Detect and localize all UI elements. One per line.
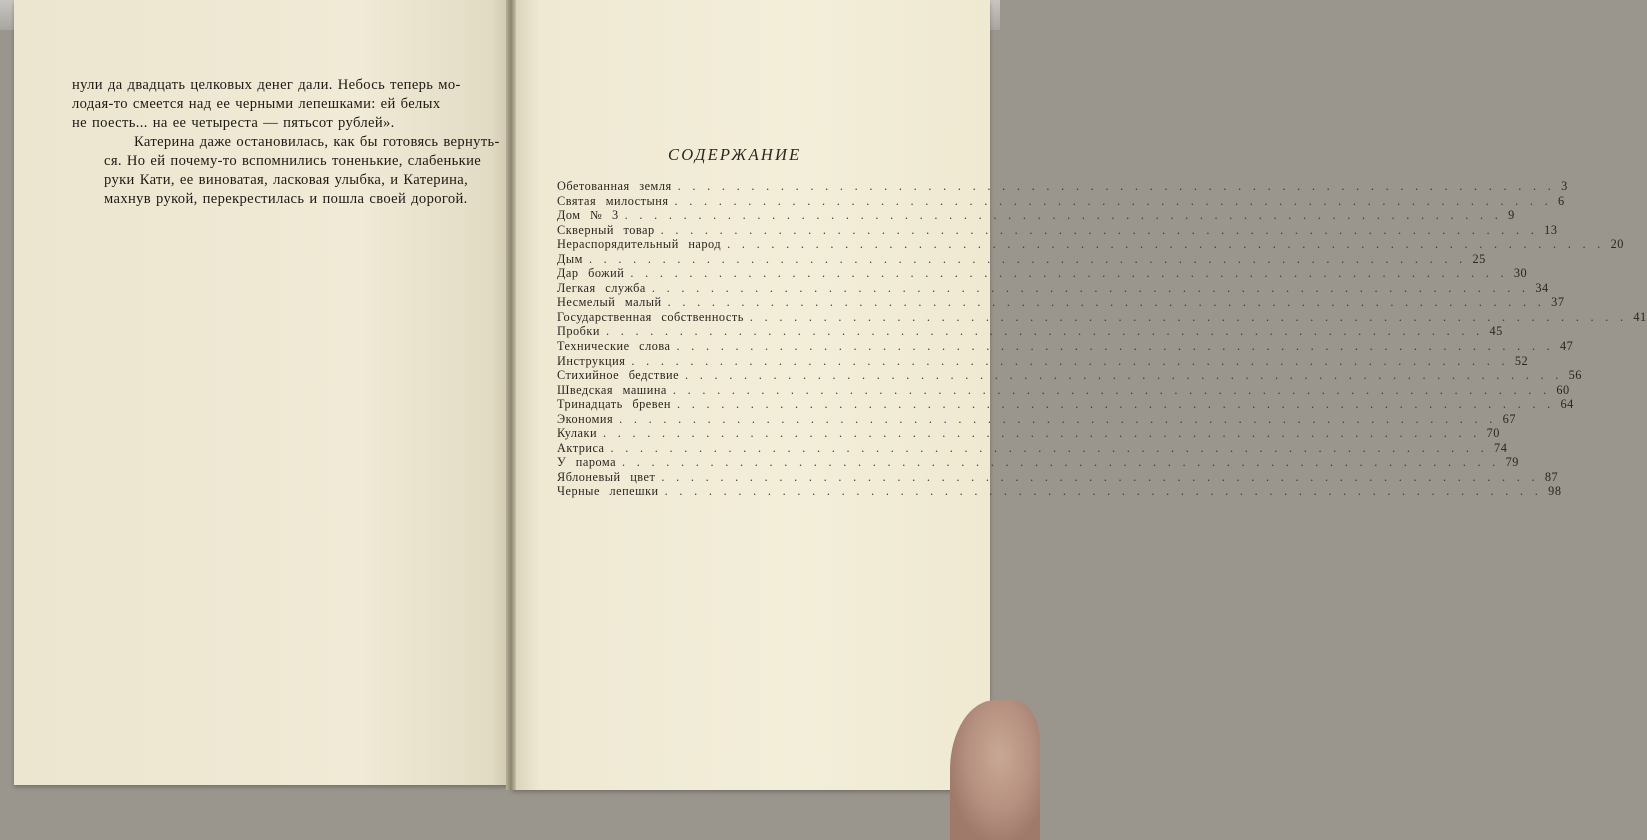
text-line: нули да двадцать целковых денег дали. Небось теперь мо- [72, 77, 461, 93]
toc-leader-dots: . . . . . . . . . . . . . . . . . . . . . . . . . . . . . . . . . . . . . . . . . . . . . . . . . . . . . . . . . . . . [619, 411, 1497, 426]
toc-entry-page: 87 [1544, 469, 1559, 484]
toc-entry-page: 25 [1472, 251, 1486, 266]
toc-entry-page: 56 [1568, 368, 1582, 383]
toc-entry-page: 74 [1494, 440, 1508, 455]
toc-entry-title: Яблоневый цвет [557, 469, 656, 484]
toc-leader-dots: . . . . . . . . . . . . . . . . . . . . . . . . . . . . . . . . . . . . . . . . . . . . . . . . . . . . . . . . . . . . [588, 251, 1467, 266]
toc-entry-page: 67 [1502, 411, 1516, 426]
toc-entry [557, 455, 1519, 470]
toc-entry [557, 484, 1562, 499]
toc-entry-title: Государственная собственность [557, 309, 744, 324]
toc-entry [557, 397, 1574, 412]
toc-leader-dots: . . . . . . . . . . . . . . . . . . . . . . . . . . . . . . . . . . . . . . . . . . . . . . . . . . . . . . . . . . . . [676, 339, 1555, 354]
toc-entry-page: 20 [1610, 237, 1624, 252]
paragraph-1 [72, 76, 492, 133]
toc-entry-page: 98 [1548, 484, 1562, 499]
table-of-contents [557, 179, 1647, 499]
toc-entry [557, 469, 1559, 485]
toc-entry-title: Инструкция [557, 353, 626, 368]
toc-entry [557, 324, 1503, 339]
toc-entry-title: Легкая служба [557, 280, 646, 295]
toc-entry-page: 60 [1556, 382, 1570, 397]
toc-entry-page: 70 [1486, 426, 1500, 441]
text-line: не поесть... на ее четыреста — пятьсот рублей». [72, 115, 395, 131]
toc-entry [557, 193, 1565, 209]
toc-heading: СОДЕРЖАНИЕ [668, 145, 802, 164]
thumb [950, 700, 1040, 840]
toc-entry-page: 3 [1561, 179, 1568, 193]
toc-leader-dots: . . . . . . . . . . . . . . . . . . . . . . . . . . . . . . . . . . . . . . . . . . . . . . . . . . . . . . . . . . . . [677, 179, 1556, 193]
toc-entry-title: Пробки [557, 324, 600, 339]
toc-leader-dots: . . . . . . . . . . . . . . . . . . . . . . . . . . . . . . . . . . . . . . . . . . . . . . . . . . . . . . . . . . . . [664, 484, 1543, 499]
book-spine [506, 0, 516, 790]
toc-leader-dots: . . . . . . . . . . . . . . . . . . . . . . . . . . . . . . . . . . . . . . . . . . . . . . . . . . . . . . . . . . . . [667, 295, 1546, 310]
toc-leader-dots: . . . . . . . . . . . . . . . . . . . . . . . . . . . . . . . . . . . . . . . . . . . . . . . . . . . . . . . . . . . . [727, 237, 1605, 252]
toc-entry-page: 64 [1560, 397, 1574, 412]
toc-entry-title: Святая милостыня [557, 193, 669, 208]
toc-entry-page: 79 [1505, 455, 1519, 470]
toc-leader-dots: . . . . . . . . . . . . . . . . . . . . . . . . . . . . . . . . . . . . . . . . . . . . . . . . . . . . . . . . . . . . [651, 280, 1530, 295]
toc-leader-dots: . . . . . . . . . . . . . . . . . . . . . . . . . . . . . . . . . . . . . . . . . . . . . . . . . . . . . . . . . . . . [603, 426, 1481, 441]
toc-leader-dots: . . . . . . . . . . . . . . . . . . . . . . . . . . . . . . . . . . . . . . . . . . . . . . . . . . . . . . . . . . . . [672, 382, 1551, 397]
text-line: ся. Но ей почему-то вспомнились тоненькие, слабенькие [104, 153, 482, 169]
toc-entry-title: Шведская машина [557, 382, 667, 397]
toc-entry-title: Черные лепешки [557, 484, 659, 499]
toc-leader-dots: . . . . . . . . . . . . . . . . . . . . . . . . . . . . . . . . . . . . . . . . . . . . . . . . . . . . . . . . . . . . [630, 266, 1508, 281]
toc-entry [557, 208, 1515, 223]
toc-entry-page: 34 [1535, 280, 1549, 295]
toc-entry-title: Экономия [557, 411, 614, 426]
toc-entry-title: У парома [557, 455, 617, 470]
toc-entry [557, 280, 1549, 296]
toc-entry-page: 52 [1514, 353, 1529, 368]
toc-leader-dots: . . . . . . . . . . . . . . . . . . . . . . . . . . . . . . . . . . . . . . . . . . . . . . . . . . . . . . . . . . . . [685, 368, 1563, 383]
toc-entry [557, 440, 1508, 456]
toc-entry-page: 37 [1551, 295, 1565, 310]
toc-entry [557, 222, 1558, 238]
text-line: лодая-то смеется над ее черными лепешками: ей белых [72, 96, 441, 112]
toc-entry-title: Дым [557, 251, 583, 266]
toc-entry-title: Обетованная земля [557, 179, 672, 193]
text-line: руки Кати, ее виноватая, ласковая улыбка, и Катерина, [104, 172, 469, 188]
toc-entry-page: 9 [1508, 208, 1515, 223]
toc-entry-title: Тринадцать бревен [557, 397, 671, 412]
toc-entry-page: 47 [1560, 339, 1574, 354]
toc-entry [557, 426, 1500, 441]
toc-entry-title: Технические слова [557, 339, 671, 354]
toc-leader-dots: . . . . . . . . . . . . . . . . . . . . . . . . . . . . . . . . . . . . . . . . . . . . . . . . . . . . . . . . . . . . [631, 353, 1509, 368]
toc-entry-title: Дом № 3 [557, 208, 619, 223]
text-line: Катерина даже остановилась, как бы готовясь вернуть- [134, 134, 500, 150]
toc-entry-page: 30 [1513, 266, 1528, 281]
toc-entry-page: 6 [1558, 193, 1565, 208]
paragraph-2 [72, 133, 500, 209]
toc-entry [557, 353, 1529, 369]
toc-entry [557, 179, 1568, 194]
toc-leader-dots: . . . . . . . . . . . . . . . . . . . . . . . . . . . . . . . . . . . . . . . . . . . . . . . . . . . . . . . . . . . . [674, 193, 1553, 208]
toc-entry-title: Кулаки [557, 426, 598, 441]
toc-entry-page: 41 [1633, 309, 1647, 324]
toc-entry [557, 237, 1624, 252]
toc-leader-dots: . . . . . . . . . . . . . . . . . . . . . . . . . . . . . . . . . . . . . . . . . . . . . . . . . . . . . . . . . . . . [622, 455, 1500, 470]
toc-entry-title: Актриса [557, 440, 605, 455]
toc-entry-title: Стихийное бедствие [557, 368, 680, 383]
toc-leader-dots: . . . . . . . . . . . . . . . . . . . . . . . . . . . . . . . . . . . . . . . . . . . . . . . . . . . . . . . . . . . . [610, 440, 1489, 455]
toc-leader-dots: . . . . . . . . . . . . . . . . . . . . . . . . . . . . . . . . . . . . . . . . . . . . . . . . . . . . . . . . . . . . [624, 208, 1503, 223]
toc-entry [557, 266, 1528, 281]
toc-leader-dots: . . . . . . . . . . . . . . . . . . . . . . . . . . . . . . . . . . . . . . . . . . . . . . . . . . . . . . . . . . . . [676, 397, 1555, 412]
toc-entry-page: 13 [1544, 222, 1558, 237]
toc-entry [557, 339, 1574, 354]
toc-entry [557, 411, 1516, 427]
toc-entry-title: Несмелый малый [557, 295, 662, 310]
text-line: махнув рукой, перекрестилась и пошла своей дорогой. [104, 191, 468, 207]
toc-entry-title: Нераспорядительный народ [557, 237, 722, 252]
toc-entry-title: Дар божий [557, 266, 625, 281]
toc-leader-dots: . . . . . . . . . . . . . . . . . . . . . . . . . . . . . . . . . . . . . . . . . . . . . . . . . . . . . . . . . . . . [661, 469, 1539, 484]
toc-entry-page: 45 [1489, 324, 1503, 339]
toc-entry [557, 382, 1570, 398]
left-page-text [72, 76, 500, 209]
toc-entry-title: Скверный товар [557, 222, 655, 237]
toc-leader-dots: . . . . . . . . . . . . . . . . . . . . . . . . . . . . . . . . . . . . . . . . . . . . . . . . . . . . . . . . . . . . [660, 222, 1539, 237]
toc-leader-dots: . . . . . . . . . . . . . . . . . . . . . . . . . . . . . . . . . . . . . . . . . . . . . . . . . . . . . . . . . . . . [749, 309, 1628, 324]
toc-entry [557, 251, 1486, 267]
toc-leader-dots: . . . . . . . . . . . . . . . . . . . . . . . . . . . . . . . . . . . . . . . . . . . . . . . . . . . . . . . . . . . . [606, 324, 1484, 339]
toc-entry [557, 309, 1647, 325]
toc-entry [557, 368, 1582, 383]
toc-entry [557, 295, 1565, 310]
